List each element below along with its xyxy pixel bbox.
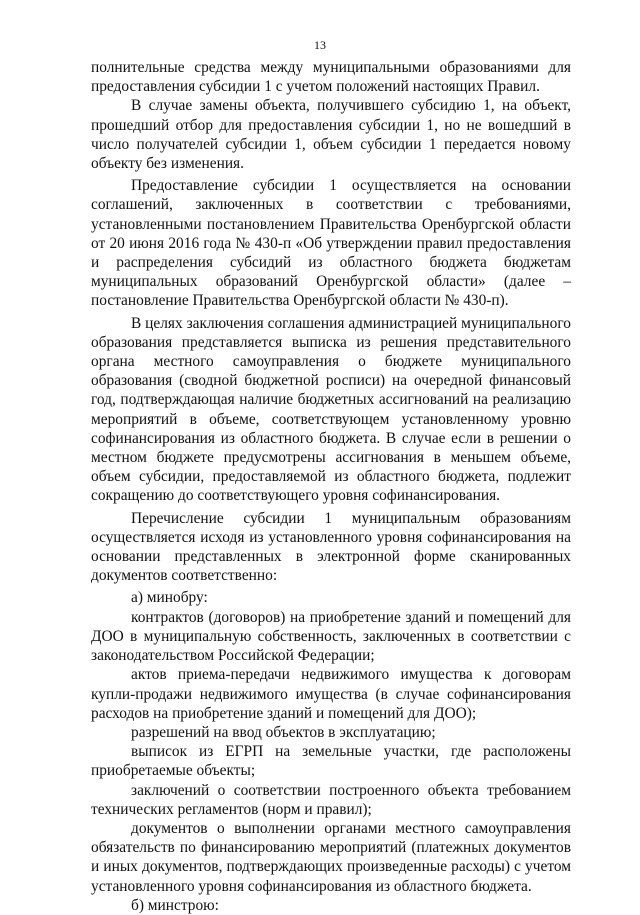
list-heading-minstroy: б) минстрою: <box>131 896 219 914</box>
list-item-contracts: контрактов (договоров) на приобретение зданий и помещений для ДОО в муниципальную собственность, заключенных в соответствии с законодательством Российской Федерации; <box>91 608 571 665</box>
page-number: 13 <box>314 38 326 52</box>
paragraph-continuation: полнительные средства между муниципальными образованиями для предоставления субсидии 1 с учетом положений настоящих Правил. <box>91 59 571 96</box>
list-item-egrp-extracts: выписок из ЕГРП на земельные участки, где расположены приобретаемые объекты; <box>91 743 571 780</box>
list-item-payment-documents: документов о выполнении органами местного самоуправления обязательств по финансированию мероприятий (платежных документов и иных документов, подтверждающих произведенные расходы) с учетом установленного уровня софинансирования из областного бюджета. <box>91 819 571 895</box>
paragraph-agreement-conditions: В целях заключения соглашения администрацией муниципального образования представляется выписка из решения представительного органа местного самоуправления о бюджете муниципального образования (сводной бюджетной росписи) на очередной финансовый год, подтверждающая наличие бюджетных ассигнований на реализацию мероприятий в объеме, соответствующем установленному уровню софинансирования из областного бюджета. В случае если в решении о местном бюджете предусмотрены ассигнования в меньшем объеме, объем субсидии, предоставляемой из областного бюджета, подлежит сокращению до соответствующего уровня софинансирования. <box>91 314 571 505</box>
list-item-commissioning-permits: разрешений на ввод объектов в эксплуатацию; <box>131 723 436 741</box>
list-item-transfer-acts: актов приема-передачи недвижимого имущества к договорам купли-продажи недвижимого имущества (в случае софинансирования расходов на приобретение зданий и помещений для ДОО); <box>91 666 571 722</box>
paragraph-object-replacement: В случае замены объекта, получившего субсидию 1, на объект, прошедший отбор для предоставления субсидии 1, но не вошедший в число получателей субсидии 1, объем субсидии 1 передается новому объекту без изменения. <box>91 97 571 173</box>
list-heading-minobr: а) минобру: <box>131 589 208 607</box>
list-item-compliance-conclusions: заключений о соответствии построенного объекта требованием технических регламентов (норм и правил); <box>91 781 571 818</box>
document-body <box>91 58 571 915</box>
paragraph-subsidy-agreements: Предоставление субсидии 1 осуществляется на основании соглашений, заключенных в соответствии с требованиями, установленными постановлением Правительства Оренбургской области от 20 июня 2016 года № 430-п «Об утверждении правил предоставления и распределения субсидий из областного бюджета бюджетам муниципальных образований Оренбургской области» (далее – постановление Правительства Оренбургской области № 430-п). <box>91 177 571 310</box>
paragraph-subsidy-transfer: Перечисление субсидии 1 муниципальным образованиям осуществляется исходя из установленного уровня софинансирования на основании представленных в электронной форме сканированных документов соответственно: <box>91 509 571 585</box>
